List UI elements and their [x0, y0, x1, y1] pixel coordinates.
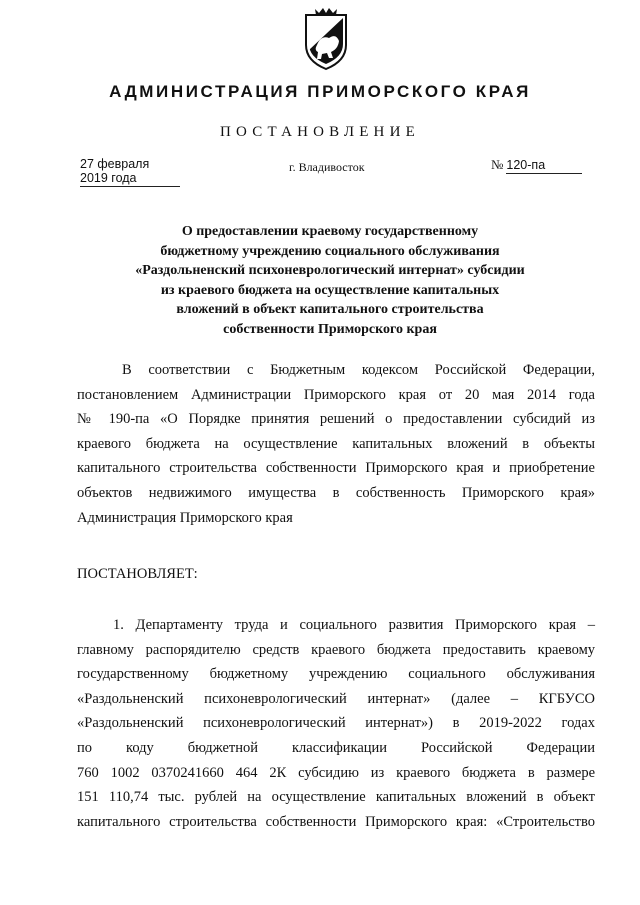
coat-of-arms-emblem [303, 5, 349, 71]
clause-line: 760 1002 0370241660 464 2К субсидию из краевого бюджета в размере [77, 764, 595, 781]
preamble-line: постановлением Администрации Приморского края от 20 мая 2014 года [77, 386, 595, 403]
preamble-line: № 190-па «О Порядке принятия решений о предоставлении субсидий из [77, 411, 595, 428]
preamble-paragraph [77, 362, 595, 534]
clause-line: «Раздольненский психоневрологический интернат» (далее – КГБУСО [77, 690, 595, 707]
document-number: 120-па [506, 158, 582, 174]
clause-line: по коду бюджетной классификации Российской Федерации [77, 739, 595, 756]
title-line: «Раздольненский психоневрологический интернат» субсидии [135, 263, 525, 278]
clause-1-paragraph [77, 617, 595, 838]
clause-line: главному распорядителю средств краевого бюджета предоставить краевому [77, 641, 595, 658]
preamble-line: объектов недвижимого имущества в собственность Приморского края» [77, 484, 595, 501]
document-date: 27 февраля 2019 года [80, 157, 180, 187]
clause-line: «Раздольненский психоневрологический интернат») в 2019-2022 годах [77, 715, 595, 732]
clause-line: государственному бюджетному учреждению социального обслуживания [77, 666, 595, 683]
document-city: г. Владивосток [289, 160, 365, 174]
document-number-block [491, 157, 582, 174]
preamble-line: Администрация Приморского края [77, 509, 293, 526]
title-line: вложений в объект капитального строительства [176, 302, 484, 317]
preamble-line: капитального строительства собственности Приморского края и приобретение [77, 460, 595, 477]
title-line: собственности Приморского края [223, 321, 437, 337]
resolve-heading: ПОСТАНОВЛЯЕТ: [77, 566, 198, 582]
organization-name: АДМИНИСТРАЦИЯ ПРИМОРСКОГО КРАЯ [109, 82, 531, 101]
clause-line: капитального строительства собственности Приморского края: «Строительство [77, 813, 595, 830]
clause-line: 1. Департаменту труда и социального развития Приморского края – [113, 617, 595, 633]
document-type: ПОСТАНОВЛЕНИЕ [220, 124, 420, 140]
clause-line: 151 110,74 тыс. рублей на осуществление капитальных вложений в объект [77, 789, 595, 806]
preamble-line: краевого бюджета на осуществление капитальных вложений в объекты [77, 435, 595, 452]
title-line: О предоставлении краевому государственному [181, 224, 479, 239]
document-title [80, 222, 580, 339]
preamble-line: В соответствии с Бюджетным кодексом Российской Федерации, [122, 362, 595, 378]
title-line: из краевого бюджета на осуществление капитальных [160, 282, 500, 298]
title-line: бюджетному учреждению социального обслуживания [160, 243, 500, 259]
number-sign: № [491, 157, 504, 172]
